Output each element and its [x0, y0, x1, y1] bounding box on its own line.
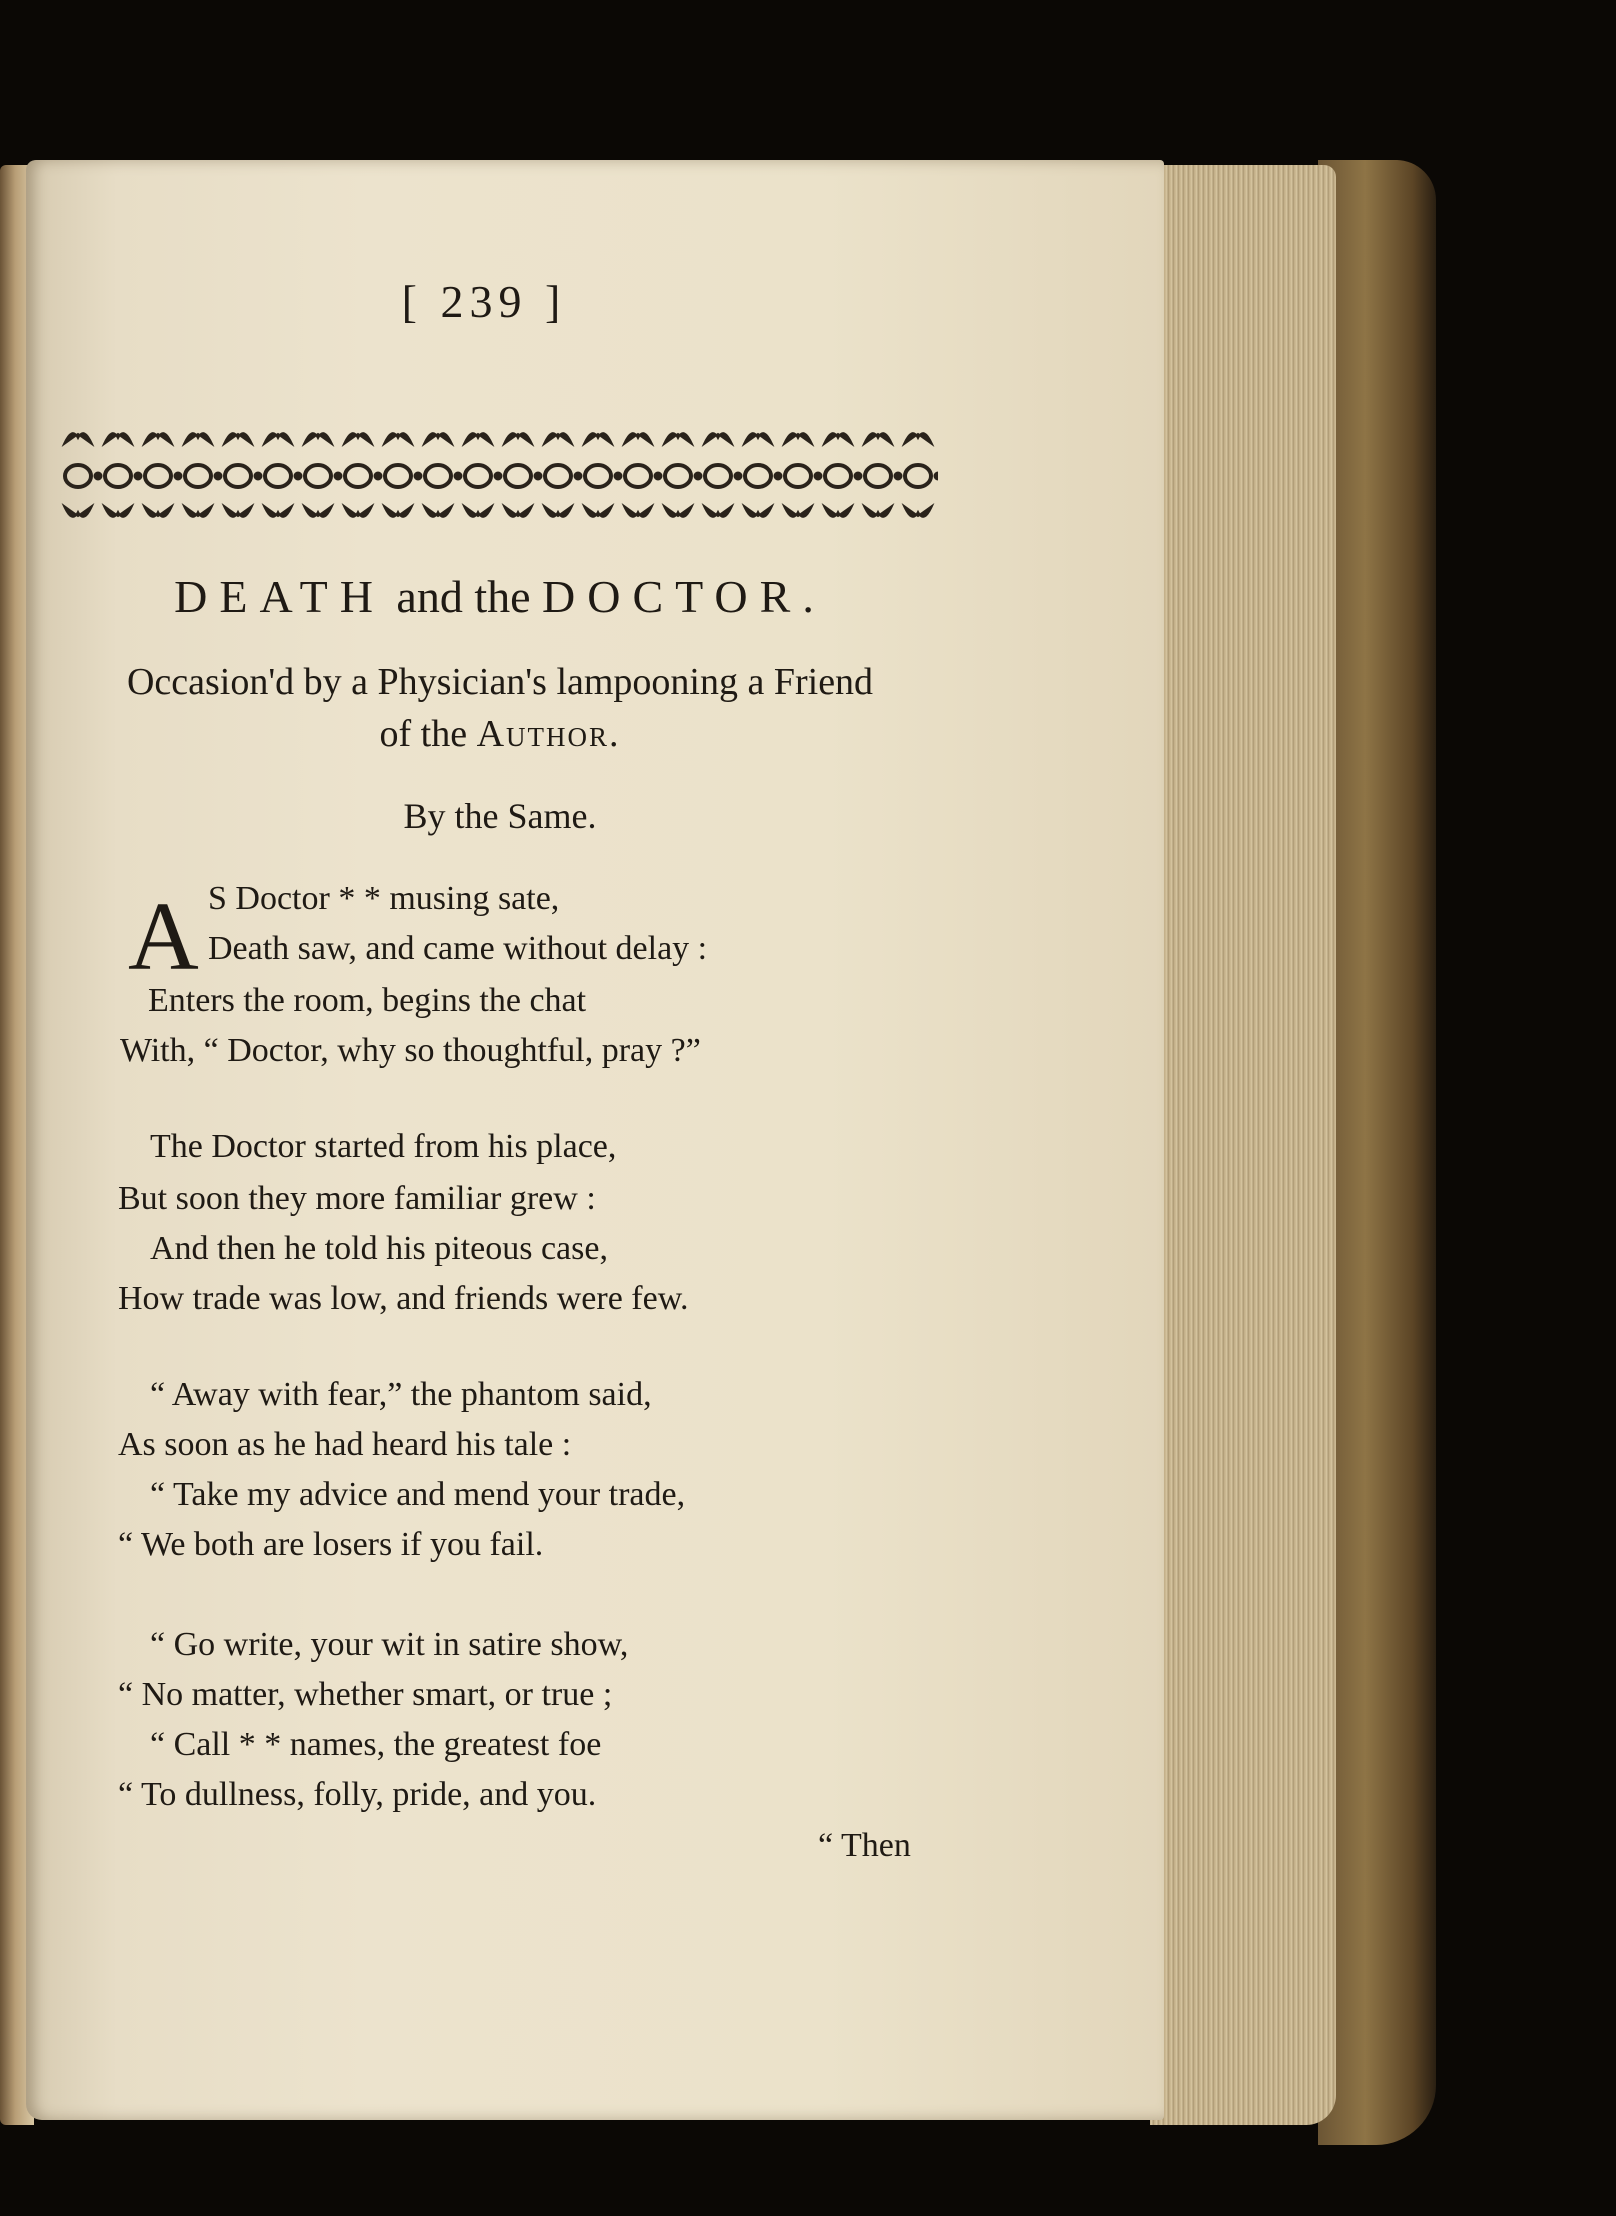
subtitle-line-1: Occasion'd by a Physician's lampooning a Friend	[126, 661, 874, 703]
verse-line: “ Take my advice and mend your trade,	[150, 1476, 686, 1513]
subtitle-author: Author.	[476, 713, 621, 755]
verse-line: And then he told his piteous case,	[150, 1230, 608, 1267]
title-doctor: DOCTOR.	[542, 571, 826, 622]
verse-line: Enters the room, begins the chat	[148, 982, 587, 1019]
verse-line: As soon as he had heard his tale :	[118, 1426, 572, 1463]
page-fore-edge	[1150, 165, 1336, 2125]
verse-line: Death saw, and came without delay :	[208, 930, 708, 967]
byline: By the Same.	[403, 796, 597, 836]
verse-line: “ To dullness, folly, pride, and you.	[118, 1776, 597, 1813]
page-number: [ 239 ]	[401, 276, 567, 327]
drop-cap: A	[128, 883, 199, 991]
catchword: “ Then	[818, 1827, 911, 1864]
verse-line: “ No matter, whether smart, or true ;	[118, 1676, 613, 1713]
ornament-band-icon	[58, 418, 938, 533]
verse-line: S Doctor * * musing sate,	[208, 880, 560, 917]
verse-line: “ We both are losers if you fail.	[118, 1526, 544, 1563]
verse-line: “ Call * * names, the greatest foe	[150, 1726, 602, 1763]
verse-line: “ Away with fear,” the phantom said,	[150, 1376, 652, 1413]
verse-line: “ Go write, your wit in satire show,	[150, 1626, 629, 1663]
poem-title	[60, 570, 940, 623]
verse-line: But soon they more familiar grew :	[118, 1180, 596, 1217]
verse-line: With, “ Doctor, why so thoughtful, pray ?”	[120, 1032, 701, 1069]
verse-line: How trade was low, and friends were few.	[118, 1280, 689, 1317]
verse-line: The Doctor started from his place,	[150, 1128, 617, 1165]
title-and-the: and the	[396, 571, 531, 622]
subtitle-line-2	[60, 712, 940, 756]
title-death: DEATH	[174, 571, 385, 622]
subtitle-of-the: of the	[379, 713, 468, 755]
